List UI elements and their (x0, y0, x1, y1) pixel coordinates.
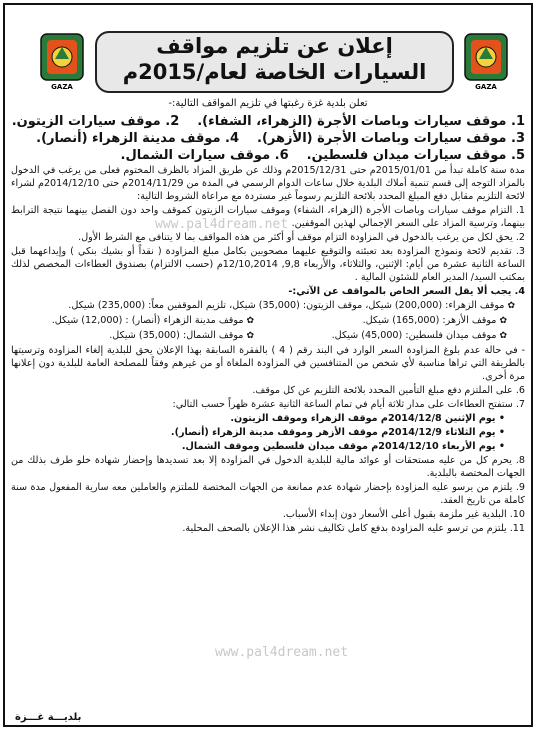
condition-3: 3. تقديم لائحة ونموذج المزاودة بعد تعبئته والتوقيع عليهما مصحوبين بكامل مبلغ المزاودة ( نقداً أو بشيك بنكي ) وإيداعهما قبل الساعة الثانية عشرة من أيام: الإثنين، والثلاثاء، والأربعاء 9,8, 12/10,2014م (حسب الالتزام) بصندوق العطاءات المخصص لذلك بمكتب السيد/ المدير العام للشئون المالية . (11, 246, 525, 283)
station-item: 5. موقف سيارات ميدان فلسطين. (306, 148, 525, 163)
condition-11: 11. يلتزم من ترسو عليه المزاودة بدفع كامل تكاليف نشر هذا الإعلان بالصحف المحلية. (182, 523, 525, 534)
condition-10: 10. البلدية غير ملزمة بقبول أعلى الأسعار دون إبداء الأسباب. (282, 509, 525, 520)
logo-caption: GAZA (51, 83, 73, 91)
station-row-3 (11, 147, 525, 164)
condition-6: 6. على الملتزم دفع مبلغ التأمين المحدد بلائحة التلزيم عن كل موقف. (252, 385, 525, 396)
watermark: www.pal4dream.net (155, 217, 289, 232)
flower-bullet-icon: ✿ (246, 331, 254, 341)
announcement-body (11, 97, 525, 536)
title-line-1: إعلان عن تلزيم مواقف (156, 34, 393, 58)
price-item: ✿موقف الزهراء: (200,000) شيكل، موقف الزيتون: (35,000) شيكل، تلزيم الموقفين معاً: (235,000) شيكل. (68, 300, 515, 311)
price-item: ✿موقف الأزهر: (165,000) شيكل. (362, 315, 507, 326)
price-item: ✿موقف الشمال: (35,000) شيكل. (109, 330, 254, 341)
logo-caption: GAZA (475, 83, 497, 91)
flower-bullet-icon: ✿ (499, 331, 507, 341)
condition-7: 7. ستفتح العطاءات على مدار ثلاثة أيام في تمام الساعة الثانية عشرة ظهراً حسب التالي: (172, 399, 525, 410)
station-row-1 (11, 113, 525, 130)
station-item: 4. موقف مدينة الزهراء (أنصار). (36, 131, 240, 146)
signature: بلديـــة غـــزة (15, 712, 82, 723)
condition-2: 2. يحق لكل من يرغب بالدخول في المزاودة التزام موقف أو أكثر من هذه المواقف بما لا يتنافى مع الشرط الأول. (78, 232, 525, 243)
station-item: 1. موقف سيارات وباصات الأجرة (الزهراء، الشفاء). (197, 114, 525, 129)
condition-9: 9. يلتزم من يرسو عليه المزاودة بإحضار شهادة عدم ممانعة من الجهات المختصة للملتزم والعاملين معه سارية المفعول مدة سنة كاملة من تاريخ العقد. (11, 482, 525, 506)
price-item: ✿موقف مدينة الزهراء (أنصار) : (12,000) شيكل. (51, 315, 254, 326)
gaza-logo-left (35, 31, 89, 91)
station-item: 6. موقف سيارات الشمال. (120, 148, 289, 163)
watermark: www.pal4dream.net (215, 645, 349, 660)
flower-bullet-icon: ✿ (507, 301, 515, 311)
intro-text: تعلن بلدية غزة رغبتها في تلزيم المواقف التالية:- (168, 98, 368, 109)
municipality-emblem-icon (459, 31, 513, 83)
flower-bullet-icon: ✿ (499, 316, 507, 326)
header (35, 31, 513, 91)
municipality-emblem-icon (35, 31, 89, 83)
title-line-2: السيارات الخاصة لعام/2015م (122, 60, 427, 84)
announcement-page (3, 3, 533, 727)
condition-5: - في حالة عدم بلوغ المزاودة السعر الوارد في البند رقم ( 4 ) بالفقرة السابقة بهذا الإعلان يحق للبلدية إلغاء المزاودة وترسيتها بالطريقة التي تراها مناسبة لأي شخص من المتنافسين في المزاودة الملغاة أو من غيرهم وفقاً للمصلحة العامة للبلدية دون إعلانها مرة أخرى. (11, 345, 525, 382)
condition-4: 4. يجب ألا يقل السعر الخاص بالمواقف عن الآتي:- (288, 286, 525, 297)
station-row-2 (11, 130, 525, 147)
price-list (11, 299, 515, 344)
condition-1: 1. التزام موقف سيارات وباصات الأجرة (الزهراء، الشفاء) وموقف سيارات الزيتون كموقف واحد دون الفصل بينهما نتيجة الترابط بينهما، وترسية المزاد على السعر الإجمالي لهذين الموقفين. (11, 205, 525, 229)
opening-day-3: • يوم الأربعاء 2014/12/10م موقف ميدان فلسطين وموقف الشمال. (181, 441, 505, 452)
condition-8: 8. يحرم كل من عليه مستحقات أو عوائد مالية للبلدية الدخول في المزاودة إلا بعد تسديدها وإحضار شهادة خلو طرف بذلك من الجهات المختصة بالبلدية. (11, 455, 525, 479)
station-item: 2. موقف سيارات الزيتون. (11, 114, 180, 129)
price-grid (11, 314, 507, 344)
station-item: 3. موقف سيارات وباصات الأجرة (الأزهر). (257, 131, 525, 146)
price-item: ✿موقف ميدان فلسطين: (45,000) شيكل. (331, 330, 507, 341)
flower-bullet-icon: ✿ (246, 316, 254, 326)
opening-day-1: • يوم الإثنين 2014/12/8م موقف الزهراء وموقف الزيتون. (230, 413, 505, 424)
opening-day-2: • يوم الثلاثاء 2014/12/9م موقف الأزهر وموقف مدينة الزهراء (أنصار). (170, 427, 505, 438)
title-box (95, 31, 454, 93)
main-paragraph: مدة سنة كاملة تبدأ من 2015/01/01م حتى 2015/12/31م وذلك عن طريق المزاد بالظرف المختوم فعلى من يرغب في الدخول بالمزاد التوجه إلى قسم تنمية أملاك البلدية خلال ساعات الدوام الرسمي في المدة من 2014/11/29م حتى 2014/12/10م لشراء لائحة التلزيم مقابل دفع المبلغ المحدد بلائحة التلزيم رسوماً غير مستردة مع مراعاة الشروط التالية: (11, 165, 525, 202)
gaza-logo-right (459, 31, 513, 91)
